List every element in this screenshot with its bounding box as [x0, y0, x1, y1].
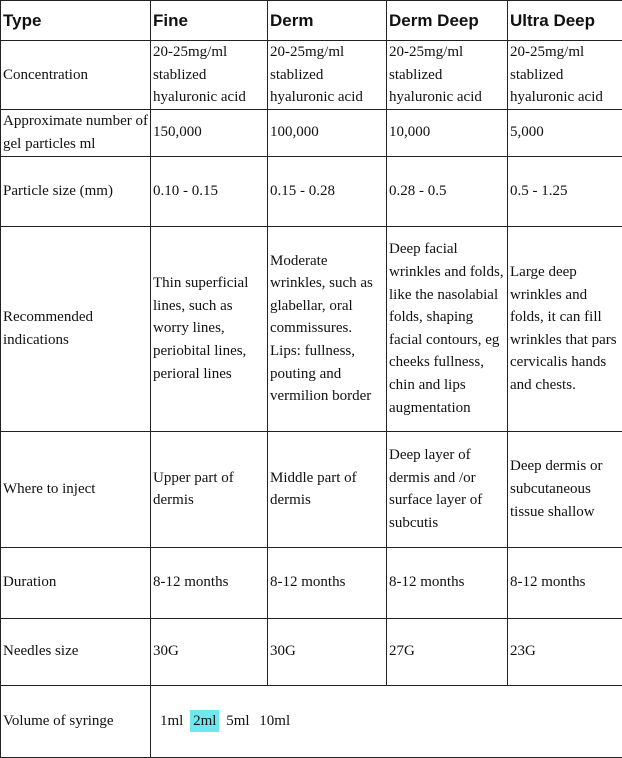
cell-fine: 8-12 months — [151, 547, 268, 618]
header-derm: Derm — [268, 1, 387, 41]
volume-option-1ml[interactable]: 1ml — [157, 710, 186, 732]
header-ultra-deep: Ultra Deep — [508, 1, 622, 41]
cell-derm: Middle part of dermis — [268, 431, 387, 547]
header-type: Type — [1, 1, 151, 41]
cell-derm: 20-25mg/ml stablized hyaluronic acid — [268, 41, 387, 110]
cell-ultra-deep: Large deep wrinkles and folds, it can fill wrinkles that pars cervicalis hands and chests. — [508, 226, 622, 431]
cell-ultra-deep: 8-12 months — [508, 547, 622, 618]
cell-ultra-deep: 20-25mg/ml stablized hyaluronic acid — [508, 41, 622, 110]
volume-option-5ml[interactable]: 5ml — [223, 710, 252, 732]
table-row-particle-size — [1, 156, 622, 226]
cell-derm: 100,000 — [268, 109, 387, 156]
cell-ultra-deep: 23G — [508, 618, 622, 685]
cell-ultra-deep: 0.5 - 1.25 — [508, 156, 622, 226]
cell-fine: 150,000 — [151, 109, 268, 156]
cell-ultra-deep: 5,000 — [508, 109, 622, 156]
table-row-gel-particles — [1, 109, 622, 156]
table-row-needle-size — [1, 618, 622, 685]
cell-derm: 0.15 - 0.28 — [268, 156, 387, 226]
row-label: Duration — [1, 547, 151, 618]
cell-derm: 30G — [268, 618, 387, 685]
cell-derm-deep: 27G — [387, 618, 508, 685]
row-label: Particle size (mm) — [1, 156, 151, 226]
header-row — [1, 1, 622, 41]
cell-derm-deep: 10,000 — [387, 109, 508, 156]
volume-options — [151, 685, 622, 757]
cell-derm: Moderate wrinkles, such as glabellar, oral commissures. Lips: fullness, pouting and vermilion border — [268, 226, 387, 431]
cell-derm-deep: 20-25mg/ml stablized hyaluronic acid — [387, 41, 508, 110]
volume-option-2ml-selected[interactable]: 2ml — [190, 710, 219, 732]
cell-fine: 0.10 - 0.15 — [151, 156, 268, 226]
row-label: Concentration — [1, 41, 151, 110]
cell-ultra-deep: Deep dermis or subcutaneous tissue shallow — [508, 431, 622, 547]
row-label: Recommended indications — [1, 226, 151, 431]
volume-option-10ml[interactable]: 10ml — [256, 710, 293, 732]
cell-fine: Upper part of dermis — [151, 431, 268, 547]
header-fine: Fine — [151, 1, 268, 41]
table-row-injection-site — [1, 431, 622, 547]
table-row-indications — [1, 226, 622, 431]
cell-derm: 8-12 months — [268, 547, 387, 618]
cell-fine: Thin superficial lines, such as worry lines, periobital lines, perioral lines — [151, 226, 268, 431]
cell-derm-deep: 0.28 - 0.5 — [387, 156, 508, 226]
header-derm-deep: Derm Deep — [387, 1, 508, 41]
cell-fine: 30G — [151, 618, 268, 685]
table-row-volume — [1, 685, 622, 757]
row-label: Volume of syringe — [1, 685, 151, 757]
row-label: Needles size — [1, 618, 151, 685]
row-label: Approximate number of gel particles ml — [1, 109, 151, 156]
table-row-concentration — [1, 41, 622, 110]
cell-fine: 20-25mg/ml stablized hyaluronic acid — [151, 41, 268, 110]
cell-derm-deep: Deep facial wrinkles and folds, like the nasolabial folds, shaping facial contours, eg cheeks fullness, chin and lips augmentation — [387, 226, 508, 431]
row-label: Where to inject — [1, 431, 151, 547]
table-row-duration — [1, 547, 622, 618]
cell-derm-deep: Deep layer of dermis and /or surface layer of subcutis — [387, 431, 508, 547]
cell-derm-deep: 8-12 months — [387, 547, 508, 618]
